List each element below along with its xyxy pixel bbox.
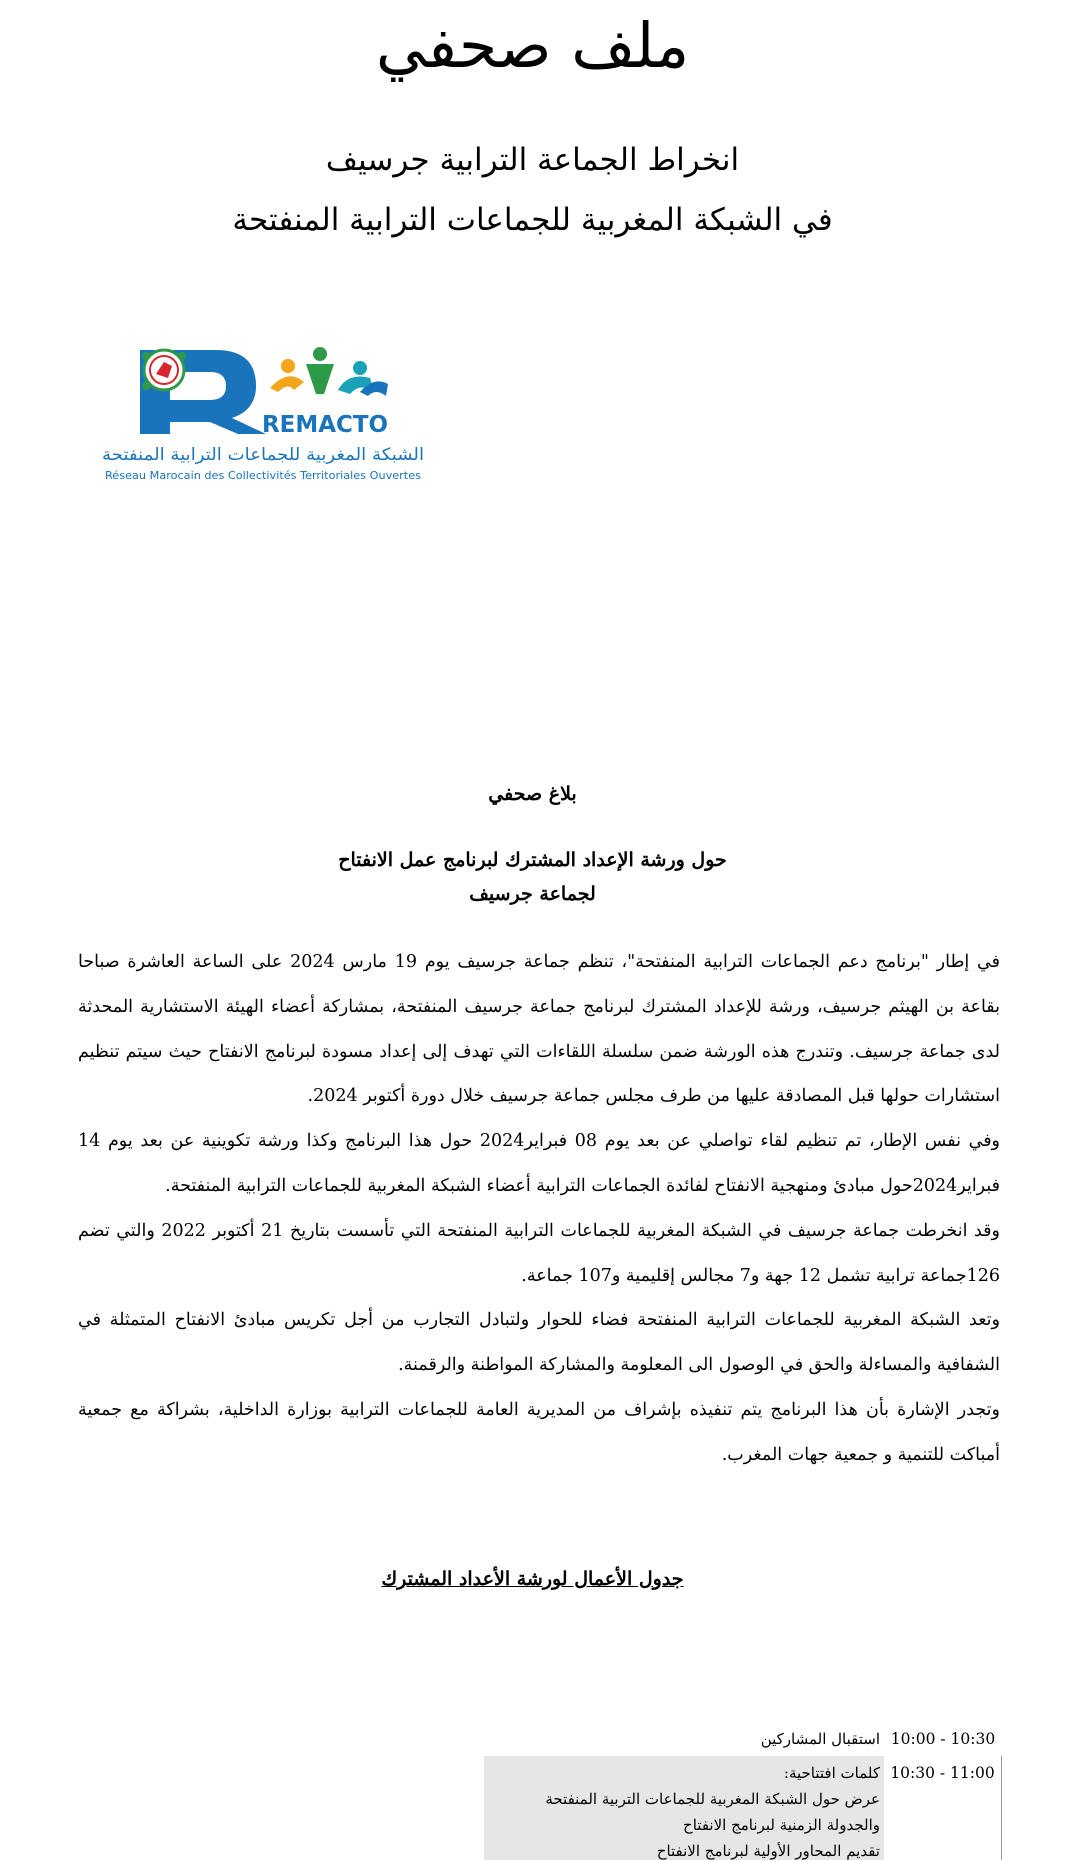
logo-arabic-name: الشبكة المغربية للجماعات الترابية المنفتحة bbox=[102, 445, 424, 465]
agenda-time: 10:30 - 11:00 bbox=[884, 1756, 1002, 1860]
logo-person-teal-icon bbox=[353, 361, 367, 375]
agenda-item-line: استقبال المشاركين bbox=[760, 1730, 880, 1748]
body-paragraph: وتعد الشبكة المغربية للجماعات الترابية المنفتحة فضاء للحوار ولتبادل التجارب من أجل تكريس مبادئ الانفتاح المتمثلة في الشفافية والمساءلة والحق في الوصول الى المعلومة والمشاركة المواطنة والرقمنة. bbox=[78, 1310, 1000, 1376]
document-subtitle-line2: في الشبكة المغربية للجماعات الترابية المنفتحة bbox=[232, 202, 833, 238]
document-subtitle-line1: انخراط الجماعة الترابية جرسيف bbox=[325, 142, 740, 178]
agenda-row bbox=[484, 1756, 1002, 1860]
logo-person-orange-icon bbox=[281, 359, 295, 373]
agenda-item bbox=[484, 1756, 884, 1860]
agenda-title: جدول الأعمال لورشة الأعداد المشترك bbox=[381, 1568, 684, 1590]
document-title: ملف صحفي bbox=[375, 9, 690, 82]
agenda-row bbox=[484, 1722, 1002, 1756]
body-paragraph: وتجدر الإشارة بأن هذا البرنامج يتم تنفيذه بإشراف من المديرية العامة للجماعات الترابية بوزارة الداخلية، بشراكة مع جمعية أمباكت للتنمية و جمعية جهات المغرب. bbox=[78, 1399, 1000, 1465]
agenda-item-line: كلمات افتتاحية: bbox=[783, 1764, 880, 1782]
press-release-subject-line1: حول ورشة الإعداد المشترك لبرنامج عمل الانفتاح bbox=[338, 849, 727, 871]
remacto-logo bbox=[98, 342, 428, 487]
logo-french-name: Réseau Marocain des Collectivités Territoriales Ouvertes bbox=[105, 470, 421, 482]
agenda-item-line: والجدولة الزمنية لبرنامج الانفتاح bbox=[683, 1816, 880, 1834]
body-paragraph: وفي نفس الإطار، تم تنظيم لقاء تواصلي عن بعد يوم 08 فبراير2024 حول هذا البرنامج وكذا ورشة تكوينية عن بعد يوم 14 فبراير2024حول مبادئ ومنهجية الانفتاح لفائدة الجماعات الترابية أعضاء الشبكة المغربية للجماعات الترابية المنفتحة. bbox=[78, 1131, 1001, 1196]
press-release-body bbox=[78, 940, 1000, 1478]
agenda-item-line: عرض حول الشبكة المغربية للجماعات التربية المنفتحة bbox=[545, 1790, 880, 1808]
press-release-label: بلاغ صحفي bbox=[488, 783, 577, 805]
agenda-item-line: تقديم المحاور الأولية لبرنامج الانفتاح bbox=[656, 1842, 880, 1860]
body-paragraph: في إطار "برنامج دعم الجماعات الترابية المنفتحة"، تنظم جماعة جرسيف يوم 19 مارس 2024 على الساعة العاشرة صباحا بقاعة بن الهيثم جرسيف، ورشة للإعداد المشترك لبرنامج جماعة جرسيف المنفتحة، بمشاركة أعضاء الهيئة الاستشارية المحدثة لدى جماعة جرسيف. وتندرج هذه الورشة ضمن سلسلة اللقاءات التي تهدف إلى إعداد مسودة لبرنامج الانفتاح حيث سيتم تنظيم استشارات حولها قبل المصادقة عليها من طرف مجلس جماعة جرسيف خلال دورة أكتوبر 2024. bbox=[78, 952, 1000, 1107]
agenda-table bbox=[484, 1722, 1002, 1860]
logo-brand-text: REMACTO bbox=[262, 412, 388, 438]
agenda-time: 10:00 - 10:30 bbox=[890, 1730, 996, 1748]
agenda-item bbox=[484, 1722, 884, 1756]
body-paragraph: وقد انخرطت جماعة جرسيف في الشبكة المغربية للجماعات الترابية المنفتحة التي تأسست بتاريخ 21 أكتوبر 2022 والتي تضم 126جماعة ترابية تشمل 12 جهة و7 مجالس إقليمية و107 جماعة. bbox=[78, 1220, 1000, 1286]
logo-person-green-icon bbox=[313, 347, 327, 361]
press-release-subject-line2: لجماعة جرسيف bbox=[469, 883, 596, 905]
